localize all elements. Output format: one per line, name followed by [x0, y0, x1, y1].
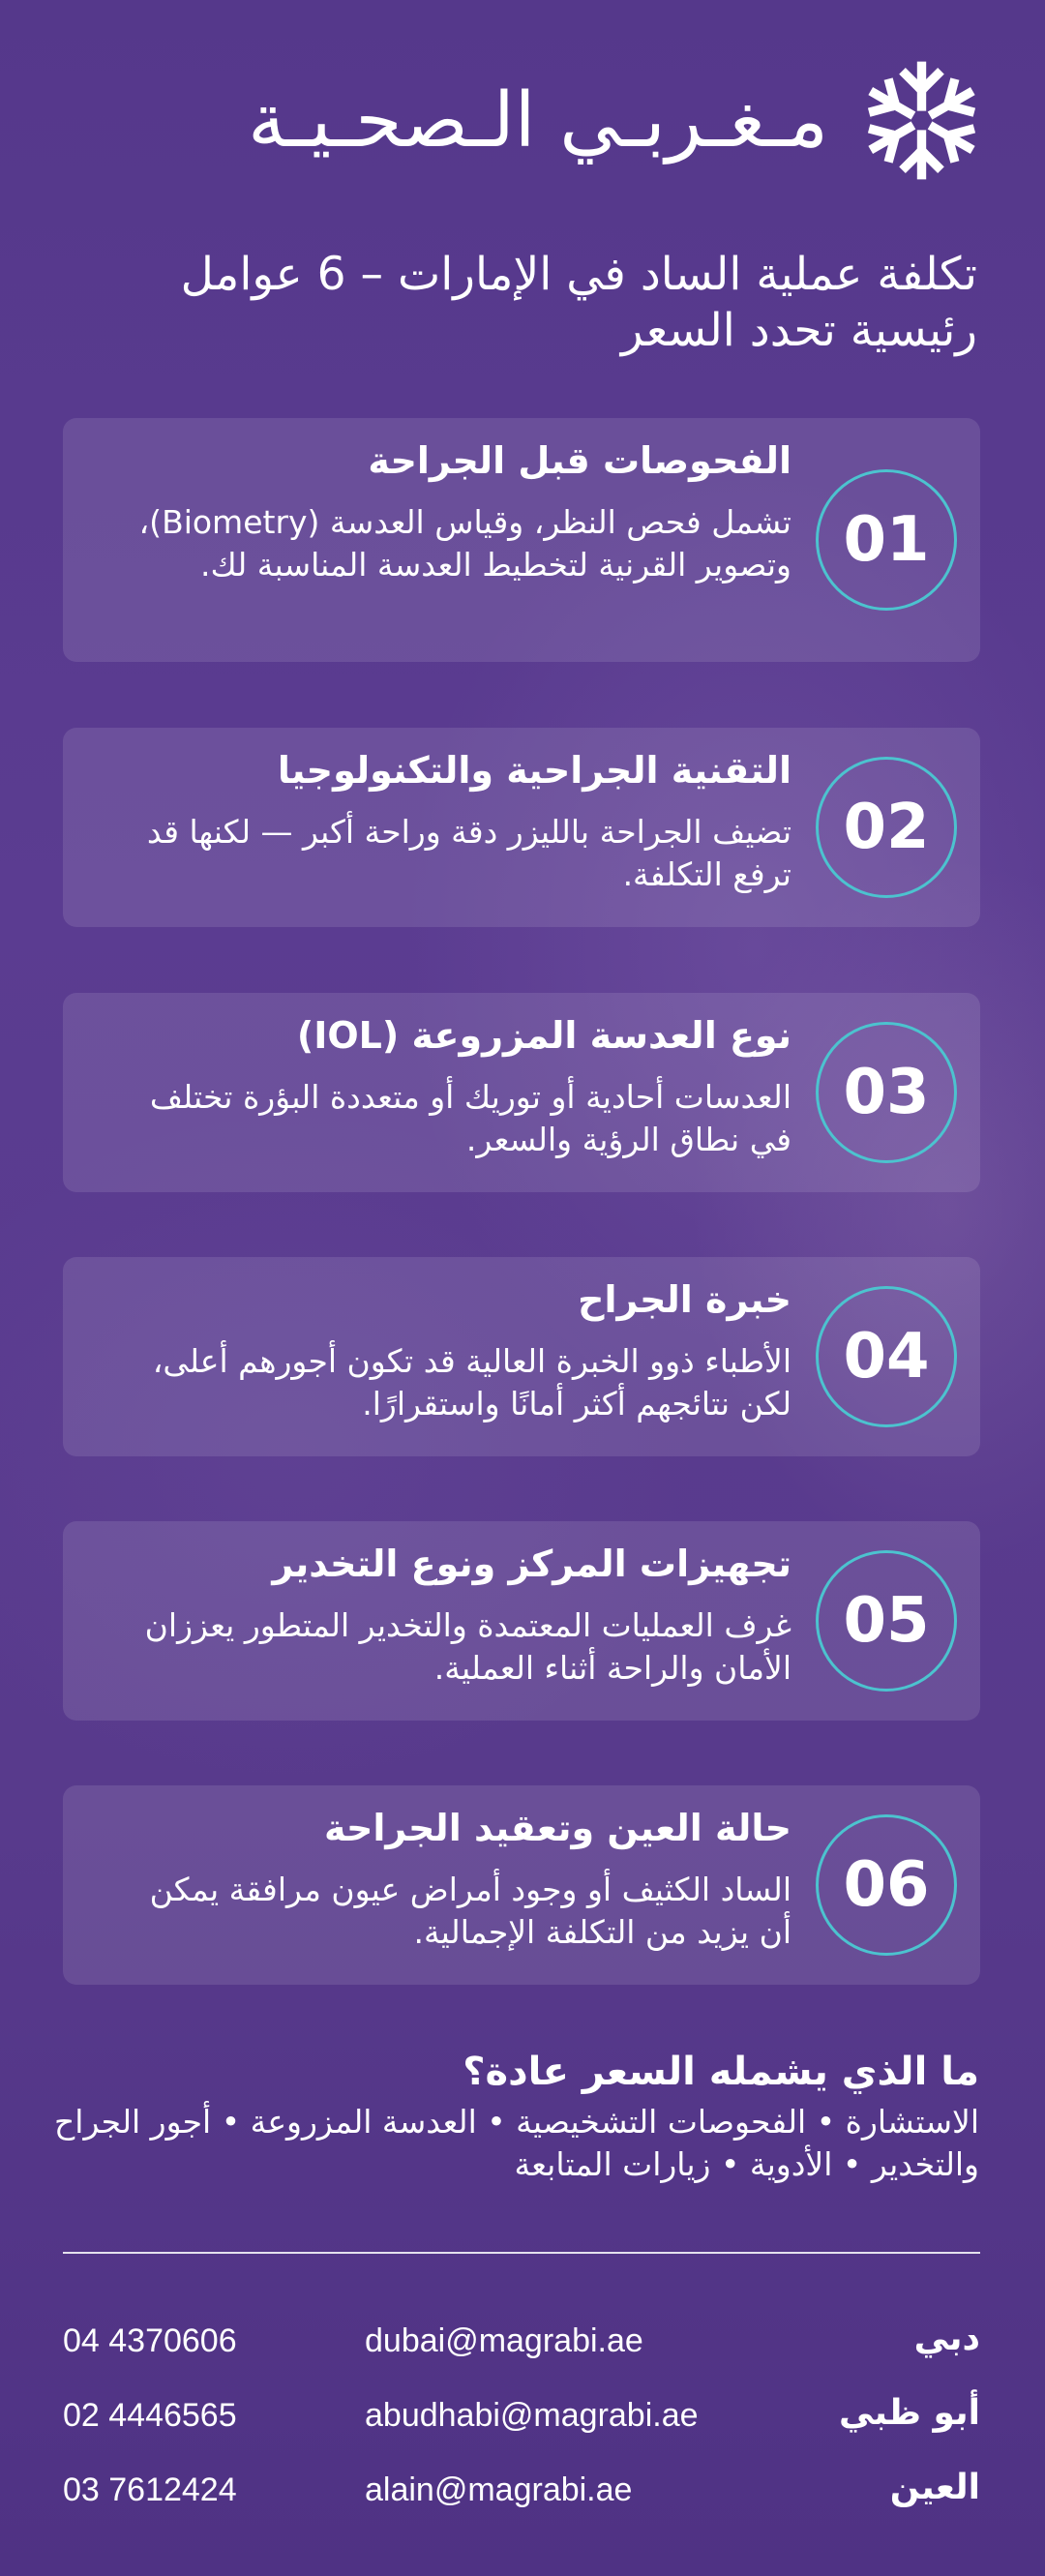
contact-phone[interactable]: 03 7612424 [63, 2471, 237, 2508]
factor-card-2 [63, 728, 980, 927]
factor-number-badge: 01 [816, 469, 957, 611]
factor-card-4 [63, 1257, 980, 1456]
factor-description: تشمل فحص النظر، وقياس العدسة (Biometry)، وتصوير القرنية لتخطيط العدسة المناسبة لك. [138, 503, 791, 584]
factor-number-badge: 05 [816, 1550, 957, 1692]
factor-title: الفحوصات قبل الجراحة [368, 439, 791, 482]
factor-title: حالة العين وتعقيد الجراحة [323, 1807, 791, 1849]
brand-name: مـغـربـي الـصحـيـة [248, 76, 828, 165]
factor-card-6 [63, 1785, 980, 1985]
factor-card-5 [63, 1521, 980, 1721]
contact-email[interactable]: alain@magrabi.ae [365, 2471, 633, 2508]
factor-number-badge: 06 [816, 1814, 957, 1956]
factor-card-3 [63, 993, 980, 1192]
factor-number-badge: 03 [816, 1022, 957, 1163]
contact-row-dubai [63, 2319, 980, 2373]
contact-city: العين [889, 2468, 980, 2507]
factor-number-badge: 02 [816, 757, 957, 898]
price-includes-title: ما الذي يشمله السعر عادة؟ [463, 2050, 979, 2094]
price-includes-list: الاستشارة • الفحوصات التشخيصية • العدسة المزروعة • أجور الجراح والتخدير • الأدوية • زيارات المتابعة [53, 2103, 979, 2183]
factor-title: التقنية الجراحية والتكنولوجيا [277, 749, 791, 792]
divider [63, 2252, 980, 2254]
factor-description: الساد الكثيف أو وجود أمراض عيون مرافقة يمكن أن يزيد من التكلفة الإجمالية. [149, 1871, 791, 1951]
contact-city: دبي [913, 2319, 980, 2358]
contact-email[interactable]: dubai@magrabi.ae [365, 2322, 643, 2359]
snowflake-icon [861, 60, 982, 181]
price-includes-section [50, 2047, 979, 2186]
factor-description: العدسات أحادية أو توريك أو متعددة البؤرة تختلف في نطاق الرؤية والسعر. [149, 1078, 791, 1158]
page-title: تكلفة عملية الساد في الإمارات – 6 عوامل رئيسية تحدد السعر [180, 248, 977, 357]
contact-email[interactable]: abudhabi@magrabi.ae [365, 2397, 699, 2434]
contact-phone[interactable]: 02 4446565 [63, 2397, 237, 2434]
factor-description: الأطباء ذوو الخبرة العالية قد تكون أجورهم أعلى، لكن نتائجهم أكثر أمانًا واستقرارًا. [152, 1342, 791, 1423]
factor-title: تجهيزات المركز ونوع التخدير [272, 1543, 791, 1585]
brand-header [248, 60, 982, 181]
factor-number-badge: 04 [816, 1286, 957, 1427]
factor-card-1 [63, 418, 980, 662]
factor-title: خبرة الجراح [578, 1278, 791, 1321]
contact-phone[interactable]: 04 4370606 [63, 2322, 237, 2359]
factor-description: غرف العمليات المعتمدة والتخدير المتطور يعززان الأمان والراحة أثناء العملية. [144, 1606, 791, 1687]
contact-city: أبو ظبي [839, 2393, 980, 2433]
factor-description: تضيف الجراحة بالليزر دقة وراحة أكبر — لكنها قد ترفع التكلفة. [146, 813, 791, 893]
contact-row-alain [63, 2468, 980, 2522]
contact-row-abudhabi [63, 2393, 980, 2447]
factor-title: نوع العدسة المزروعة (IOL) [296, 1014, 791, 1057]
